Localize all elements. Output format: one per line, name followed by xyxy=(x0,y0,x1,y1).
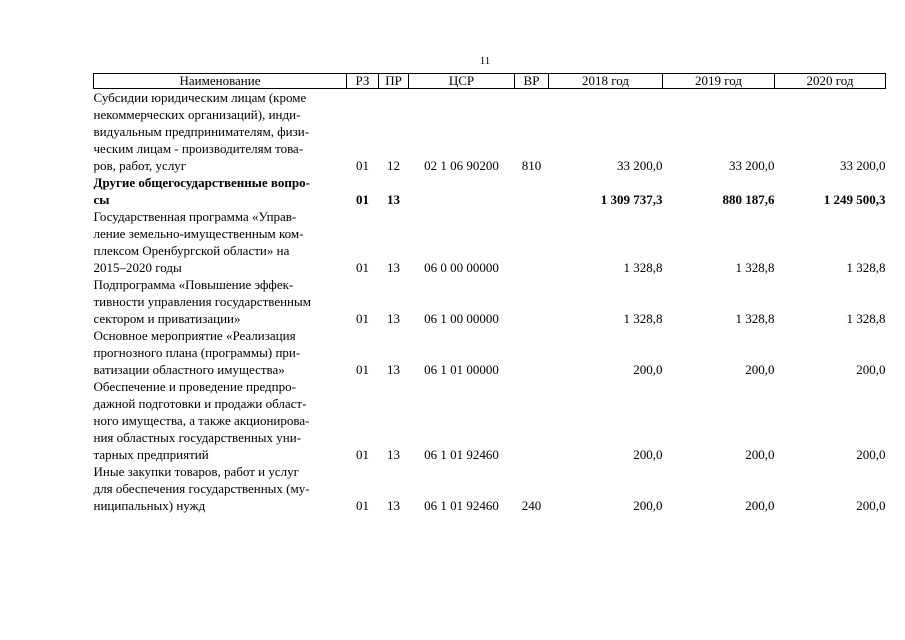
row-name xyxy=(94,327,347,378)
row-name-line: ление земельно-имущественным ком- xyxy=(93,226,304,241)
row-2019: 880 187,6 xyxy=(722,192,775,207)
row-rz: 01 xyxy=(356,260,369,275)
row-vr xyxy=(515,276,549,327)
row-2019: 1 328,8 xyxy=(735,311,775,326)
table-header-row xyxy=(94,74,886,89)
row-name-line: сы xyxy=(93,192,110,207)
row-pr: 13 xyxy=(387,362,400,377)
table-row xyxy=(94,276,886,327)
header-pr: ПР xyxy=(379,74,409,89)
row-2020: 200,0 xyxy=(856,362,886,377)
row-name-line: Другие общегосударственные вопро- xyxy=(93,175,310,190)
row-2018: 1 328,8 xyxy=(623,311,663,326)
row-rz: 01 xyxy=(356,158,369,173)
row-2018: 200,0 xyxy=(633,498,663,513)
row-name-line: дажной подготовки и продажи област- xyxy=(93,396,307,411)
table-row xyxy=(94,89,886,175)
row-name-line: ческим лицам - производителям това- xyxy=(93,141,304,156)
row-name-line: Подпрограмма «Повышение эффек- xyxy=(93,277,294,292)
row-vr xyxy=(515,378,549,463)
row-2019: 200,0 xyxy=(745,498,775,513)
row-pr: 13 xyxy=(387,260,400,275)
row-csr: 06 1 01 92460 xyxy=(424,498,499,513)
row-name xyxy=(94,89,347,175)
table-row xyxy=(94,463,886,514)
row-2020: 33 200,0 xyxy=(840,158,886,173)
row-rz: 01 xyxy=(356,311,369,326)
row-2019: 33 200,0 xyxy=(729,158,775,173)
header-csr: ЦСР xyxy=(409,74,515,89)
row-2020: 200,0 xyxy=(856,447,886,462)
row-name-line: видуальным предпринимателям, физи- xyxy=(93,124,310,139)
row-csr: 06 1 01 00000 xyxy=(424,362,499,377)
row-2019: 200,0 xyxy=(745,447,775,462)
row-vr: 810 xyxy=(521,158,542,173)
row-2018: 1 328,8 xyxy=(623,260,663,275)
row-pr: 13 xyxy=(387,192,400,207)
row-2019: 1 328,8 xyxy=(735,260,775,275)
table-row xyxy=(94,174,886,208)
row-name-line: тивности управления государственным xyxy=(93,294,311,309)
row-2020: 1 328,8 xyxy=(846,260,886,275)
row-name-line: прогнозного плана (программы) при- xyxy=(93,345,301,360)
header-vr: ВР xyxy=(515,74,549,89)
row-name-line: Иные закупки товаров, работ и услуг xyxy=(93,464,299,479)
row-name-line: Субсидии юридическим лицам (кроме xyxy=(93,90,307,105)
row-name-line: Обеспечение и проведение предпро- xyxy=(93,379,296,394)
row-pr: 12 xyxy=(387,158,400,173)
row-name-line: ров, работ, услуг xyxy=(93,158,187,173)
row-pr: 13 xyxy=(387,498,400,513)
table-row xyxy=(94,378,886,463)
row-name-line: Основное мероприятие «Реализация xyxy=(93,328,296,343)
row-name xyxy=(94,276,347,327)
page-number: 11 xyxy=(479,55,491,67)
row-vr xyxy=(515,208,549,276)
header-2019: 2019 год xyxy=(663,74,775,89)
row-csr: 06 1 01 92460 xyxy=(424,447,499,462)
row-csr: 06 1 00 00000 xyxy=(424,311,499,326)
budget-table xyxy=(93,73,886,514)
row-name-line: некоммерческих организаций), инди- xyxy=(93,107,301,122)
row-vr xyxy=(515,327,549,378)
row-name-line: ния областных государственных уни- xyxy=(93,430,302,445)
header-rz: РЗ xyxy=(347,74,379,89)
row-vr: 240 xyxy=(521,498,542,513)
header-2020: 2020 год xyxy=(775,74,886,89)
row-2020: 1 328,8 xyxy=(846,311,886,326)
table-body xyxy=(94,89,886,515)
row-name-line: 2015–2020 годы xyxy=(93,260,182,275)
header-name: Наименование xyxy=(94,74,347,89)
row-name-line: сектором и приватизации» xyxy=(93,311,241,326)
row-2020: 200,0 xyxy=(856,498,886,513)
row-rz: 01 xyxy=(356,192,369,207)
row-name xyxy=(94,174,347,208)
row-pr: 13 xyxy=(387,447,400,462)
row-2018: 200,0 xyxy=(633,447,663,462)
row-2019: 200,0 xyxy=(745,362,775,377)
row-rz: 01 xyxy=(356,498,369,513)
row-2018: 200,0 xyxy=(633,362,663,377)
row-name-line: для обеспечения государственных (му- xyxy=(93,481,310,496)
table-row xyxy=(94,327,886,378)
row-name xyxy=(94,378,347,463)
row-2018: 33 200,0 xyxy=(617,158,663,173)
row-2020: 1 249 500,3 xyxy=(823,192,886,207)
row-name xyxy=(94,208,347,276)
row-name-line: плексом Оренбургской области» на xyxy=(93,243,290,258)
row-csr: 06 0 00 00000 xyxy=(424,260,499,275)
table-row xyxy=(94,208,886,276)
row-name-line: Государственная программа «Управ- xyxy=(93,209,297,224)
row-name-line: ного имущества, а также акционирова- xyxy=(93,413,310,428)
row-2018: 1 309 737,3 xyxy=(600,192,663,207)
row-vr xyxy=(515,174,549,208)
row-csr xyxy=(409,174,515,208)
row-name-line: тарных предприятий xyxy=(93,447,209,462)
row-csr: 02 1 06 90200 xyxy=(424,158,499,173)
row-rz: 01 xyxy=(356,362,369,377)
row-pr: 13 xyxy=(387,311,400,326)
row-name xyxy=(94,463,347,514)
row-name-line: ватизации областного имущества» xyxy=(93,362,285,377)
row-rz: 01 xyxy=(356,447,369,462)
row-name-line: ниципальных) нужд xyxy=(93,498,206,513)
header-2018: 2018 год xyxy=(549,74,663,89)
